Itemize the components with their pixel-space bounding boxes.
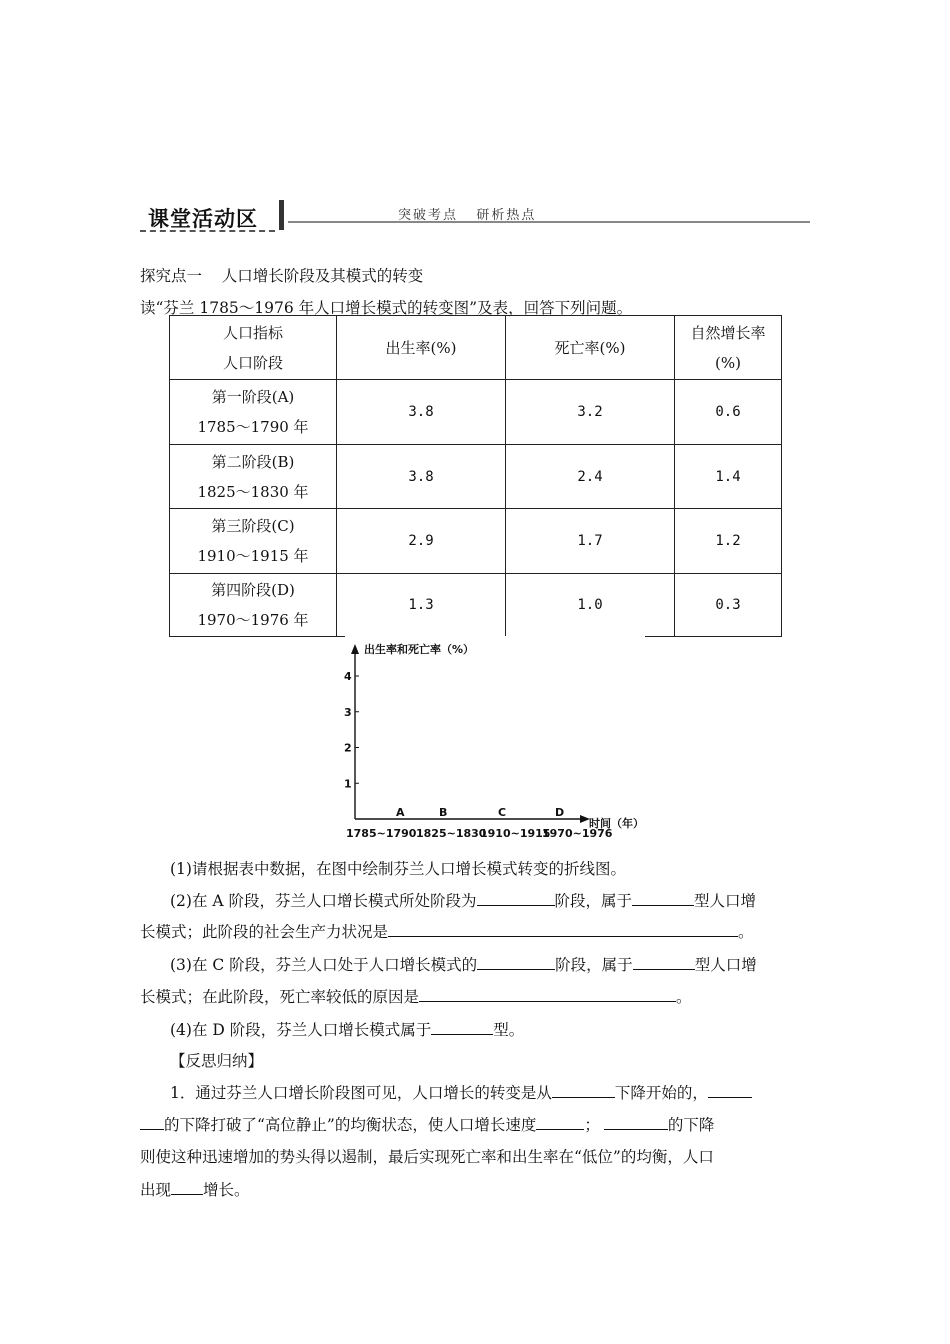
r2-text-a: 的下降打破了“高位静止”的均衡状态，使人口增长速度 [164, 1116, 537, 1134]
birth-rate-cell: 3.8 [337, 445, 506, 509]
q3-text-e: 。 [676, 988, 692, 1006]
q3-blank-stage[interactable] [477, 953, 555, 970]
question-3-line-1 [170, 953, 757, 976]
r4-blank-growth[interactable] [171, 1178, 203, 1195]
table-row [170, 509, 782, 574]
x-period-label: 1785~1790 [346, 827, 417, 840]
header-birth-rate: 出生率(%) [337, 316, 506, 380]
death-rate-cell: 1.0 [506, 574, 675, 637]
q3-blank-reason[interactable] [419, 985, 676, 1002]
stage-years: 1785～1790 年 [197, 418, 309, 436]
q2-text-d: 长模式；此阶段的社会生产力状况是 [140, 923, 389, 941]
q3-text-a: (3)在 C 阶段，芬兰人口处于人口增长模式的 [170, 956, 478, 974]
death-rate-cell: 1.7 [506, 509, 675, 574]
birth-rate-cell: 3.8 [337, 380, 506, 445]
stage-cell [170, 574, 337, 637]
stage-name: 第四阶段(D) [211, 581, 295, 599]
stage-years: 1970～1976 年 [197, 611, 309, 629]
section-heading: 探究点一 人口增长阶段及其模式的转变 [140, 267, 424, 285]
question-2-line-1 [170, 889, 756, 912]
header-death-rate: 死亡率(%) [506, 316, 675, 380]
reflection-line-1 [170, 1081, 752, 1104]
q2-blank-stage[interactable] [477, 889, 555, 906]
header-natural-growth [675, 316, 782, 380]
y-tick-label: 1 [344, 777, 352, 791]
r2-blank-speed[interactable] [536, 1113, 584, 1130]
stage-name: 第三阶段(C) [211, 517, 295, 535]
reflection-line-2 [140, 1113, 714, 1136]
stage-cell [170, 445, 337, 509]
banner-rule [288, 221, 810, 223]
question-4 [170, 1018, 524, 1041]
r1-text-a: 1．通过芬兰人口增长阶段图可见，人口增长的转变是从 [170, 1084, 552, 1102]
q4-text-a: (4)在 D 阶段，芬兰人口增长模式属于 [170, 1021, 432, 1039]
reflection-line-4 [140, 1178, 250, 1201]
stage-name: 第一阶段(A) [211, 388, 295, 406]
q3-text-b: 阶段，属于 [555, 956, 633, 974]
r4-text-b: 增长。 [203, 1181, 250, 1199]
banner-subtitle: 突破考点 研析热点 [398, 208, 537, 223]
header-natural-unit: (%) [715, 353, 741, 372]
death-rate-cell: 3.2 [506, 380, 675, 445]
birth-rate-cell: 2.9 [337, 509, 506, 574]
reflection-line-3: 则使这种迅速增加的势头得以遏制，最后实现死亡率和出生率在“低位”的均衡，人口 [140, 1148, 714, 1166]
header-natural-label: 自然增长率 [690, 323, 766, 342]
q2-text-a: (2)在 A 阶段，芬兰人口增长模式所处阶段为 [170, 892, 477, 910]
chart-axes [351, 644, 590, 823]
x-period-label: 1910~1915 [480, 827, 551, 840]
chart-marks [344, 670, 613, 840]
natural-growth-cell: 1.4 [675, 445, 782, 509]
q2-blank-productivity[interactable] [388, 920, 738, 937]
question-2-line-2 [140, 920, 754, 943]
y-axis-arrow [351, 644, 359, 654]
population-transition-chart[interactable] [335, 636, 655, 846]
y-tick-label: 2 [344, 741, 352, 755]
header-corner-cell [170, 316, 337, 380]
y-axis-label: 出生率和死亡率（%） [364, 643, 475, 656]
x-axis-label: 时间（年） [589, 817, 644, 830]
x-period-label: 1825~1830 [416, 827, 487, 840]
x-category-label: C [498, 806, 507, 819]
banner-divider-bar [279, 200, 284, 230]
section-intro: 读“芬兰 1785～1976 年人口增长模式的转变图”及表，回答下列问题。 [140, 299, 633, 317]
question-1: (1)请根据表中数据，在图中绘制芬兰人口增长模式转变的折线图。 [170, 860, 626, 878]
q4-blank-type[interactable] [431, 1018, 493, 1035]
header-indicator-label: 人口指标 [222, 323, 283, 342]
death-rate-cell: 2.4 [506, 445, 675, 509]
stage-years: 1910～1915 年 [197, 547, 309, 565]
section-banner-title: 课堂活动区 [148, 207, 258, 231]
r2-text-c: 的下降 [667, 1116, 715, 1134]
r1-blank-1[interactable] [552, 1081, 615, 1098]
birth-rate-cell: 1.3 [337, 574, 506, 637]
natural-growth-cell: 1.2 [675, 509, 782, 574]
table-row [170, 380, 782, 445]
header-stage-label: 人口阶段 [222, 353, 283, 372]
natural-growth-cell: 0.3 [675, 574, 782, 637]
q4-text-b: 型。 [493, 1021, 525, 1039]
r2-blank-continued[interactable] [140, 1113, 164, 1130]
q3-text-d: 长模式；在此阶段，死亡率较低的原因是 [140, 988, 420, 1006]
question-3-line-2 [140, 985, 692, 1008]
r2-text-b: ； [584, 1116, 600, 1134]
y-tick-label: 3 [344, 705, 352, 719]
r1-blank-2[interactable] [708, 1081, 752, 1098]
q2-blank-type[interactable] [632, 889, 694, 906]
stage-name: 第二阶段(B) [211, 452, 295, 471]
q2-text-e: 。 [738, 923, 754, 941]
y-tick-label: 4 [344, 670, 352, 683]
natural-growth-cell: 0.6 [675, 380, 782, 445]
table-row [170, 574, 782, 637]
x-category-label: D [555, 806, 565, 819]
stage-cell [170, 380, 337, 445]
r2-blank-rate[interactable] [604, 1113, 668, 1130]
stage-years: 1825～1830 年 [197, 482, 309, 501]
reflection-heading: 【反思归纳】 [170, 1052, 264, 1070]
population-indicator-table [169, 315, 782, 637]
q2-text-b: 阶段，属于 [554, 892, 633, 910]
r1-text-b: 下降开始的， [614, 1084, 708, 1102]
x-category-label: B [439, 806, 448, 819]
banner-dashed-underline [140, 230, 275, 232]
x-period-label: 1970~1976 [542, 827, 613, 840]
q2-text-c: 型人口增 [694, 892, 757, 910]
table-row [170, 445, 782, 509]
r4-text-a: 出现 [140, 1181, 172, 1199]
x-category-label: A [396, 806, 405, 819]
q3-blank-type[interactable] [633, 953, 695, 970]
q3-text-c: 型人口增 [694, 956, 757, 974]
stage-cell [170, 509, 337, 574]
table-header-row [170, 316, 782, 380]
